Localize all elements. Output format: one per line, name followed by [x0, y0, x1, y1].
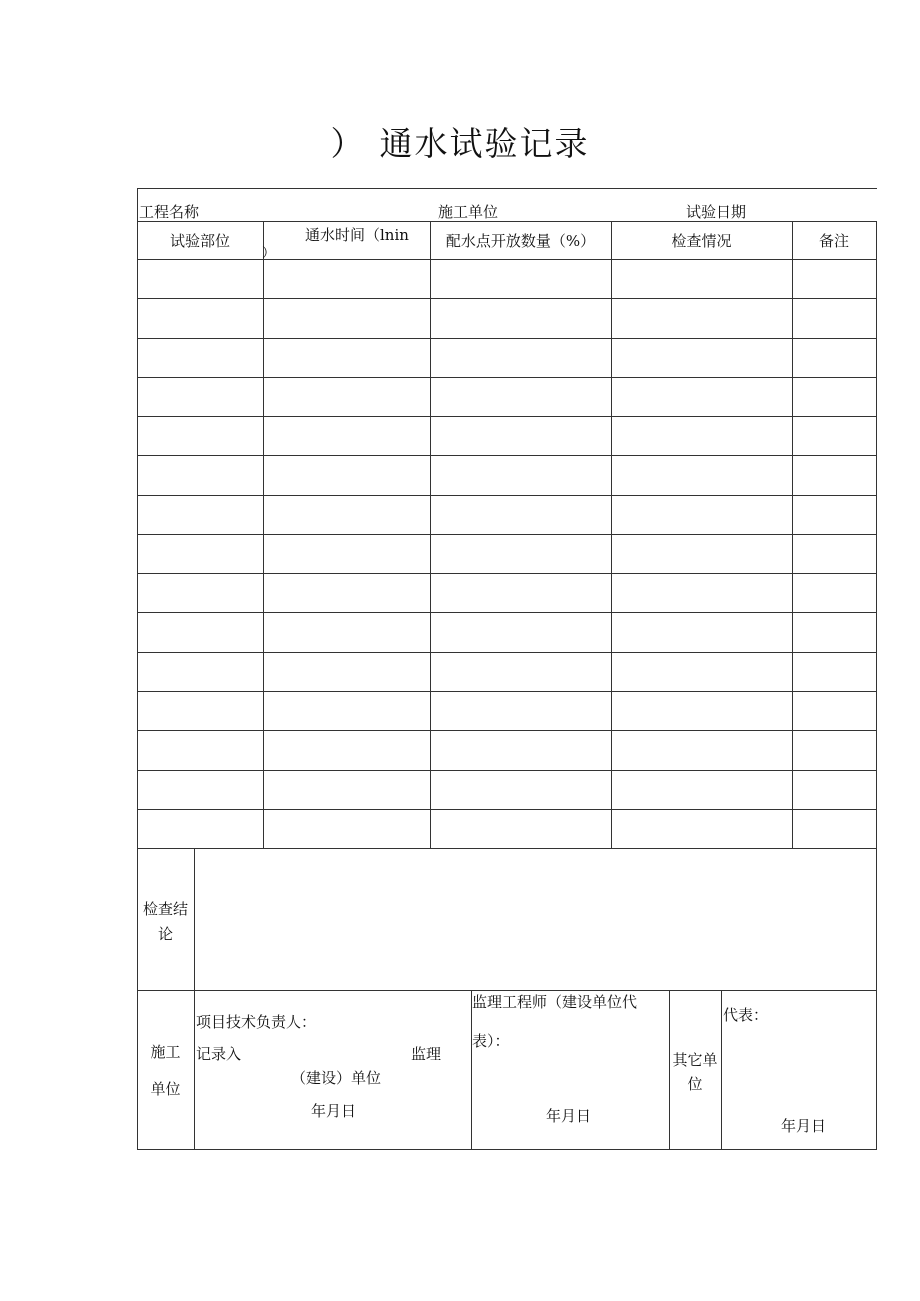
conclusion-label: 检查结: [142, 900, 188, 918]
border-conclusion-bottom: [137, 990, 877, 991]
construction-unit-sign-label: 施工: [150, 1043, 181, 1061]
col-header-remarks: 备注: [818, 232, 849, 250]
col-header-duration-tail: ）: [262, 246, 276, 261]
supervision-unit-label: （建设）单位: [291, 1069, 382, 1087]
border-right: [876, 221, 877, 1150]
col-divider-2: [430, 221, 431, 848]
project-name-label: 工程名称: [139, 203, 200, 221]
table-row-divider: [137, 809, 877, 810]
col-divider-4: [792, 221, 793, 848]
table-row-divider: [137, 573, 877, 574]
supervision-label: 监理: [411, 1045, 442, 1063]
col-header-open-count: 配水点开放数量（%）: [445, 232, 596, 250]
test-date-label: 试验日期: [686, 203, 747, 221]
table-row-divider: [137, 298, 877, 299]
table-row-divider: [137, 377, 877, 378]
table-row-divider: [137, 338, 877, 339]
construction-unit-label: 施工单位: [438, 203, 499, 221]
col-header-duration: 通水时间（lnin: [305, 226, 409, 244]
col-header-part: 试验部位: [169, 232, 230, 250]
test-record-form: [137, 188, 877, 1150]
table-row-divider: [137, 455, 877, 456]
border-grid-bottom: [137, 848, 877, 849]
recorder-label: 记录入: [196, 1045, 242, 1063]
title-paren: ）: [330, 124, 366, 163]
other-unit-label-2: 位: [687, 1075, 703, 1093]
table-row-divider: [137, 416, 877, 417]
page-title: [0, 118, 920, 165]
label-divider: [194, 848, 195, 1150]
date-other: 年月日: [781, 1117, 827, 1135]
construction-unit-sign-label-2: 单位: [150, 1080, 181, 1098]
sig-divider-1: [471, 990, 472, 1150]
sig-divider-2: [669, 990, 670, 1150]
table-row-divider: [137, 534, 877, 535]
table-row-divider: [137, 652, 877, 653]
engineer-label: 监理工程师（建设单位代: [472, 993, 638, 1011]
border-bottom: [137, 1149, 877, 1150]
other-unit-label: 其它单: [672, 1051, 718, 1069]
col-divider-1: [263, 221, 264, 848]
table-row-divider: [137, 730, 877, 731]
table-row-divider: [137, 770, 877, 771]
title-text: 通水试验记录: [379, 124, 590, 163]
sig-divider-3: [721, 990, 722, 1150]
col-divider-3: [611, 221, 612, 848]
border-header-bottom: [137, 221, 877, 222]
table-row-divider: [137, 495, 877, 496]
date-engineer: 年月日: [546, 1107, 592, 1125]
engineer-label-2: 表）：: [472, 1032, 510, 1050]
date-construction: 年月日: [311, 1102, 357, 1120]
border-left: [137, 188, 138, 1150]
representative-label: 代表：: [723, 1006, 769, 1024]
border-top: [137, 188, 877, 189]
col-header-inspection: 检查情况: [671, 232, 732, 250]
conclusion-label-2: 论: [157, 925, 173, 943]
table-row-divider: [137, 691, 877, 692]
table-row-divider: [137, 612, 877, 613]
border-colhead-bottom: [137, 259, 877, 260]
tech-lead-label: 项目技术负责人：: [196, 1013, 317, 1031]
